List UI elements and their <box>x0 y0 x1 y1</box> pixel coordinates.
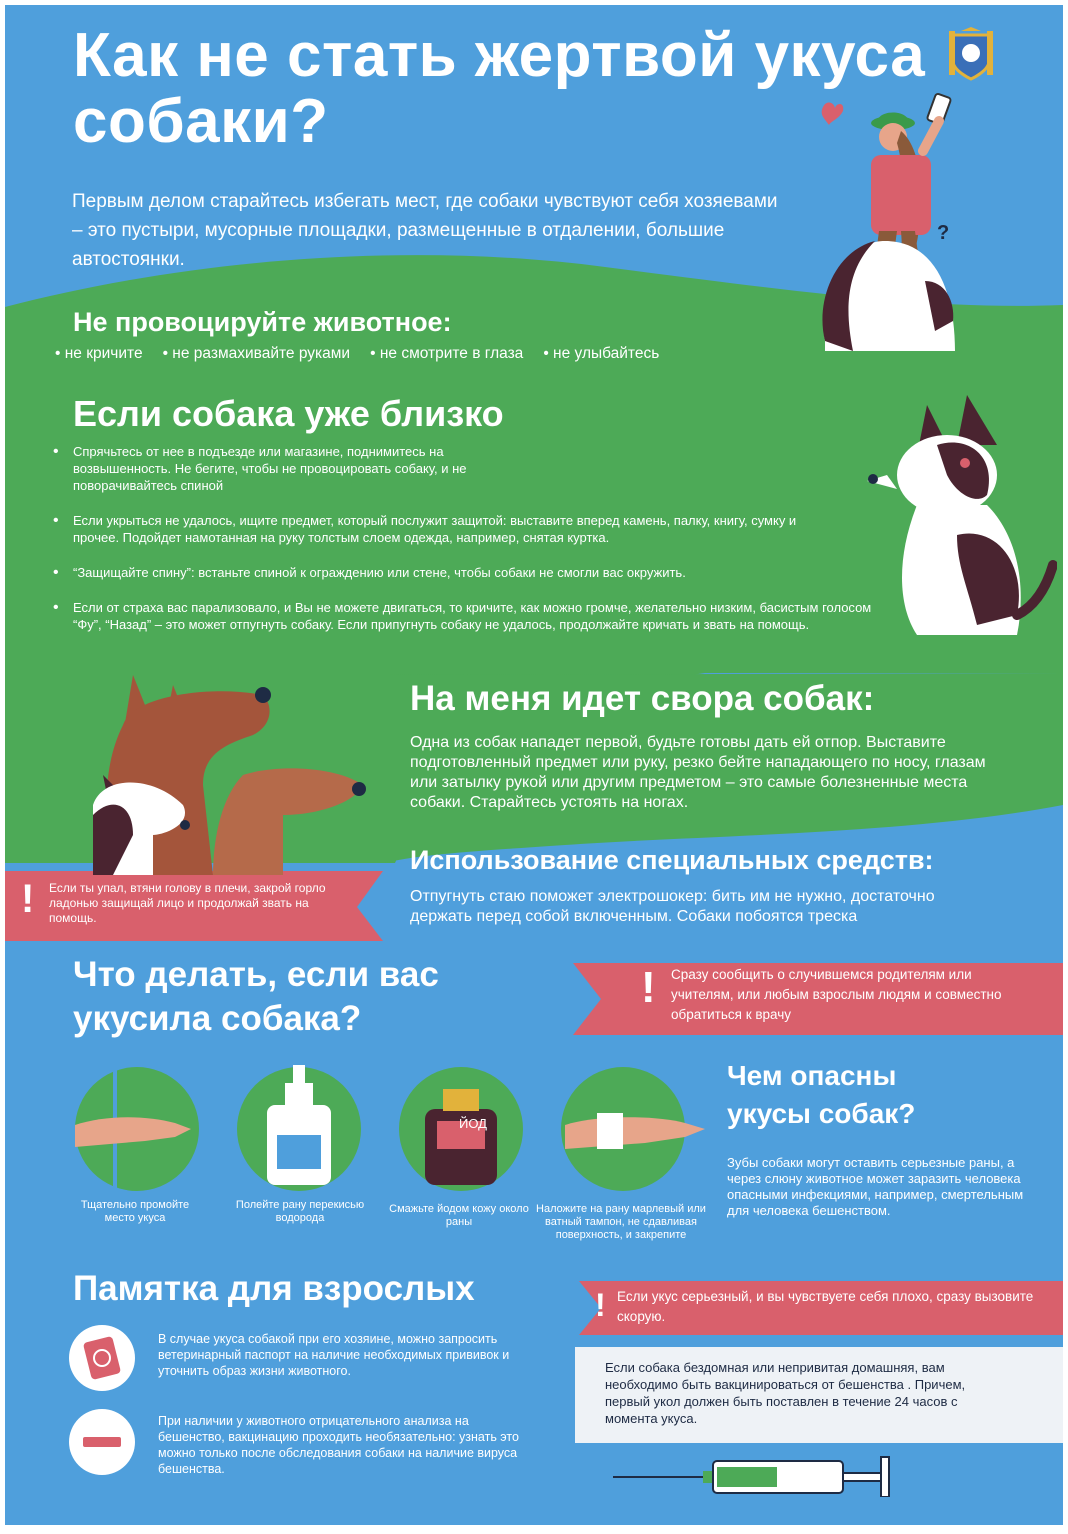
step-label: Тщательно промойте место укуса <box>80 1199 190 1224</box>
dogs-pack-illustration <box>93 665 393 875</box>
exclamation-icon: ! <box>595 1287 606 1323</box>
dog-close-list <box>53 443 873 633</box>
special-text: Отпугнуть стаю поможет электрошокер: бить им не нужно, достаточно держать перед собой включенным. Собаки побоятся треска <box>410 888 935 925</box>
danger-heading: Чем опасны укусы собак? <box>727 1060 916 1129</box>
first-aid-steps-illustration <box>75 1065 715 1195</box>
bitten-heading: Что делать, если вас укусила собака? <box>73 955 439 1038</box>
dog-close-item: • Спрячьтесь от нее в подъезде или магазине, поднимитесь на возвышенность. Не бегите, чтобы не провоцировать собаку, и не поворачивайтесь спиной <box>53 443 543 494</box>
provoke-item: • не размахивайте руками <box>163 345 351 363</box>
provoke-item: • не улыбайтесь <box>543 345 659 363</box>
minus-icon <box>69 1409 135 1475</box>
dog-close-item: • Если укрыться не удалось, ищите предмет, который послужит защитой: выставите вперед камень, палку, книгу, сумку и прочее. Подойдет намотанная на руку толстым слоем одежда, например, снятая куртка. <box>53 512 843 546</box>
fall-note <box>21 877 349 926</box>
exclamation-icon: ! <box>641 963 656 1012</box>
exclamation-icon: ! <box>21 877 35 921</box>
provoke-heading: Не провоцируйте животное: <box>73 307 452 337</box>
page-title: Как не стать жертвой укуса собаки? <box>73 21 926 156</box>
provoke-item: • не кричите <box>55 345 143 363</box>
poster <box>5 5 1063 1525</box>
pack-heading: На меня идет свора собак: <box>410 679 875 718</box>
adults-heading: Памятка для взрослых <box>73 1269 475 1308</box>
woman-with-phone-illustration <box>805 91 965 361</box>
stray-note-box <box>575 1347 1063 1443</box>
adults-item: При наличии у животного отрицательного анализа на бешенство, вакцинацию проходить необязательно: узнать это можно только после обследования собаки на наличие вируса бешенства. <box>158 1414 519 1476</box>
dog-close-heading: Если собака уже близко <box>73 393 504 434</box>
bitten-note-text: Сразу сообщить о случившемся родителям или учителям, или любым взрослым людям и совместно обратиться к врачу <box>671 967 1002 1022</box>
dog-close-item: • “Защищайте спину”: встаньте спиной к ограждению или стене, чтобы собаки не смогли вас окружить. <box>53 564 873 581</box>
syringe-icon <box>613 1453 903 1497</box>
sitting-dog-illustration <box>857 385 1057 645</box>
danger-text: Зубы собаки могут оставить серьезные раны, а через слюну животное может заразить человека опасными инфекциями, например, смертельным для человека бешенством. <box>727 1155 1024 1218</box>
step-label: Полейте рану перекисью водорода <box>235 1199 365 1224</box>
bitten-note <box>641 963 1025 1025</box>
stray-note-text: Если собака бездомная или непривитая домашняя, вам необходимо быть вакцинироваться от бешенства . Причем, первый укол должен быть поставлен в течение 24 часов с момента укуса. <box>605 1360 966 1426</box>
serious-note <box>595 1287 1041 1327</box>
provoke-list <box>55 345 659 363</box>
iodine-label: ЙОД <box>459 1116 487 1131</box>
svg-text:?: ? <box>937 222 950 244</box>
passport-icon <box>69 1325 135 1391</box>
step-label: Наложите на рану марлевый или ватный тампон, не сдавливая поверхность, и закрепите <box>536 1203 706 1241</box>
adults-item: В случае укуса собакой при его хозяине, можно запросить ветеринарный паспорт на наличие необходимых прививок и уточнить образ жизни животного. <box>158 1332 510 1378</box>
pack-text: Одна из собак нападет первой, будьте готовы дать ей отпор. Выставите подготовленный предмет или руку, резко бейте нападающего по носу, глазам или затылку рукой или другим предметом – это самые болезненные места собаки. Старайтесь устоять на ногах. <box>410 734 986 811</box>
intro-text: Первым делом старайтесь избегать мест, где собаки чувствуют себя хозяевами – это пустыри, мусорные площадки, размещенные в отдалении, большие автостоянки. <box>72 191 778 270</box>
serious-note-text: Если укус серьезный, и вы чувствуете себя плохо, сразу вызовите скорую. <box>617 1289 1034 1324</box>
fall-note-text: Если ты упал, втяни голову в плечи, закрой горло ладонью защищай лицо и продолжай звать на помощь. <box>49 881 326 925</box>
dog-close-item: • Если от страха вас парализовало, и Вы не можете двигаться, то кричите, как можно громче, желательно низким, басистым голосом “Фу”, “Назад” – это может отпугнуть собаку. Если припугнуть собаку не удалось, продолжайте кричать и звать на помощь. <box>53 599 873 633</box>
provoke-item: • не смотрите в глаза <box>370 345 523 363</box>
special-heading: Использование специальных средств: <box>410 845 934 875</box>
step-label: Смажьте йодом кожу около раны <box>389 1203 529 1228</box>
